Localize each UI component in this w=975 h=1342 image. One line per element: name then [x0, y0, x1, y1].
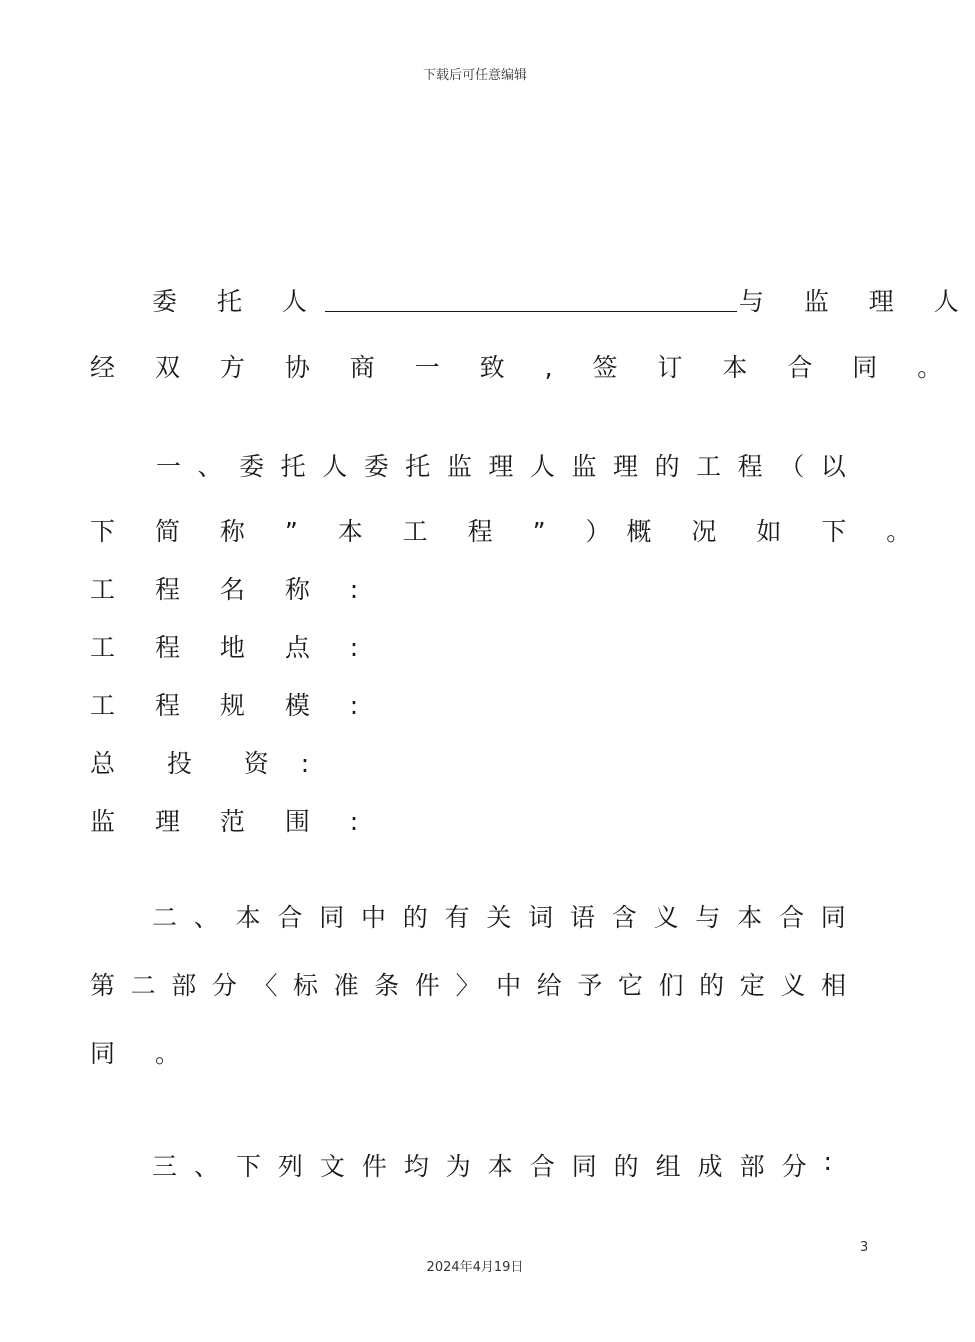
- char: 〈: [252, 971, 278, 1000]
- char: 程: [737, 452, 763, 481]
- char: 列: [277, 1152, 303, 1181]
- char: 词: [528, 903, 554, 932]
- char: 、: [193, 1152, 219, 1181]
- char: 人: [322, 452, 348, 481]
- char: 同: [820, 903, 846, 932]
- section-two-line1: [152, 898, 846, 934]
- char: （: [779, 452, 805, 481]
- char: 件: [414, 971, 440, 1000]
- section-one-line2: 下 简 称 ” 本 工 程 ” ）概 况 如 下 。: [90, 517, 928, 546]
- char: 标: [293, 971, 319, 1000]
- char: 予: [577, 971, 603, 1000]
- char: 、: [193, 903, 219, 932]
- char: 它: [617, 971, 643, 1000]
- char: 委: [363, 452, 389, 481]
- char: 合: [529, 1152, 555, 1181]
- char: 中: [360, 903, 386, 932]
- char: 的: [699, 971, 725, 1000]
- char: 准: [333, 971, 359, 1000]
- char: 部: [171, 971, 197, 1000]
- char: 〉: [455, 971, 481, 1000]
- page-footer-date: 2024年4月19日: [426, 1260, 524, 1275]
- field-project-location: 工 程 地 点 :: [90, 633, 375, 662]
- char: 委: [239, 452, 265, 481]
- client-name-blank: [325, 285, 737, 312]
- char: 中: [496, 971, 522, 1000]
- char: 一: [156, 452, 182, 481]
- char: 合: [778, 903, 804, 932]
- char: 组: [655, 1152, 681, 1181]
- field-project-scale: 工 程 规 模 :: [90, 691, 375, 720]
- char: 条: [374, 971, 400, 1000]
- char: 托: [280, 452, 306, 481]
- char: 的: [402, 903, 428, 932]
- char: 部: [739, 1152, 765, 1181]
- field-project-name: 工 程 名 称 :: [90, 575, 375, 604]
- char: 理: [613, 452, 639, 481]
- char: 、: [197, 452, 223, 481]
- char: 三: [152, 1152, 178, 1181]
- char: 均: [403, 1152, 429, 1181]
- char: 本: [487, 1152, 513, 1181]
- char: 分: [211, 971, 237, 1000]
- char: 成: [697, 1152, 723, 1181]
- char: 以: [820, 452, 846, 481]
- supervisor-label: 与 监 理 人: [738, 287, 975, 316]
- char: 分: [781, 1152, 807, 1181]
- char: 二: [130, 971, 156, 1000]
- char: 文: [319, 1152, 345, 1181]
- char: 托: [405, 452, 431, 481]
- page-header: 下载后可任意编辑: [422, 68, 527, 83]
- char: 关: [486, 903, 512, 932]
- contract-intro-line2: 经 双 方 协 商 一 致 , 签 订 本 合 同 。: [90, 353, 959, 382]
- char: 监: [446, 452, 472, 481]
- char: :: [823, 1147, 832, 1176]
- section-two-line3: 同 。: [90, 1039, 196, 1068]
- char: 人: [529, 452, 555, 481]
- section-two-line2: [90, 966, 846, 1002]
- char: 同: [571, 1152, 597, 1181]
- char: 本: [737, 903, 763, 932]
- char: 相: [820, 971, 846, 1000]
- section-three-line1: [152, 1147, 832, 1183]
- char: 合: [277, 903, 303, 932]
- char: 下: [235, 1152, 261, 1181]
- char: 监: [571, 452, 597, 481]
- section-one-line1: [156, 447, 846, 483]
- char: 理: [488, 452, 514, 481]
- char: 与: [695, 903, 721, 932]
- field-supervision-scope: 监 理 范 围 :: [90, 807, 375, 836]
- char: 本: [235, 903, 261, 932]
- char: 给: [536, 971, 562, 1000]
- char: 为: [445, 1152, 471, 1181]
- char: 含: [611, 903, 637, 932]
- char: 二: [152, 903, 178, 932]
- client-label: 委 托 人: [152, 287, 323, 316]
- field-total-investment: 总 投 资 :: [90, 749, 322, 778]
- char: 义: [653, 903, 679, 932]
- char: 义: [780, 971, 806, 1000]
- char: 的: [613, 1152, 639, 1181]
- char: 件: [361, 1152, 387, 1181]
- char: 工: [696, 452, 722, 481]
- page-number: 3: [860, 1240, 869, 1255]
- char: 同: [319, 903, 345, 932]
- char: 的: [654, 452, 680, 481]
- char: 定: [739, 971, 765, 1000]
- char: 们: [658, 971, 684, 1000]
- char: 有: [444, 903, 470, 932]
- char: 语: [569, 903, 595, 932]
- char: 第: [90, 971, 116, 1000]
- contract-intro-line1: [152, 282, 975, 318]
